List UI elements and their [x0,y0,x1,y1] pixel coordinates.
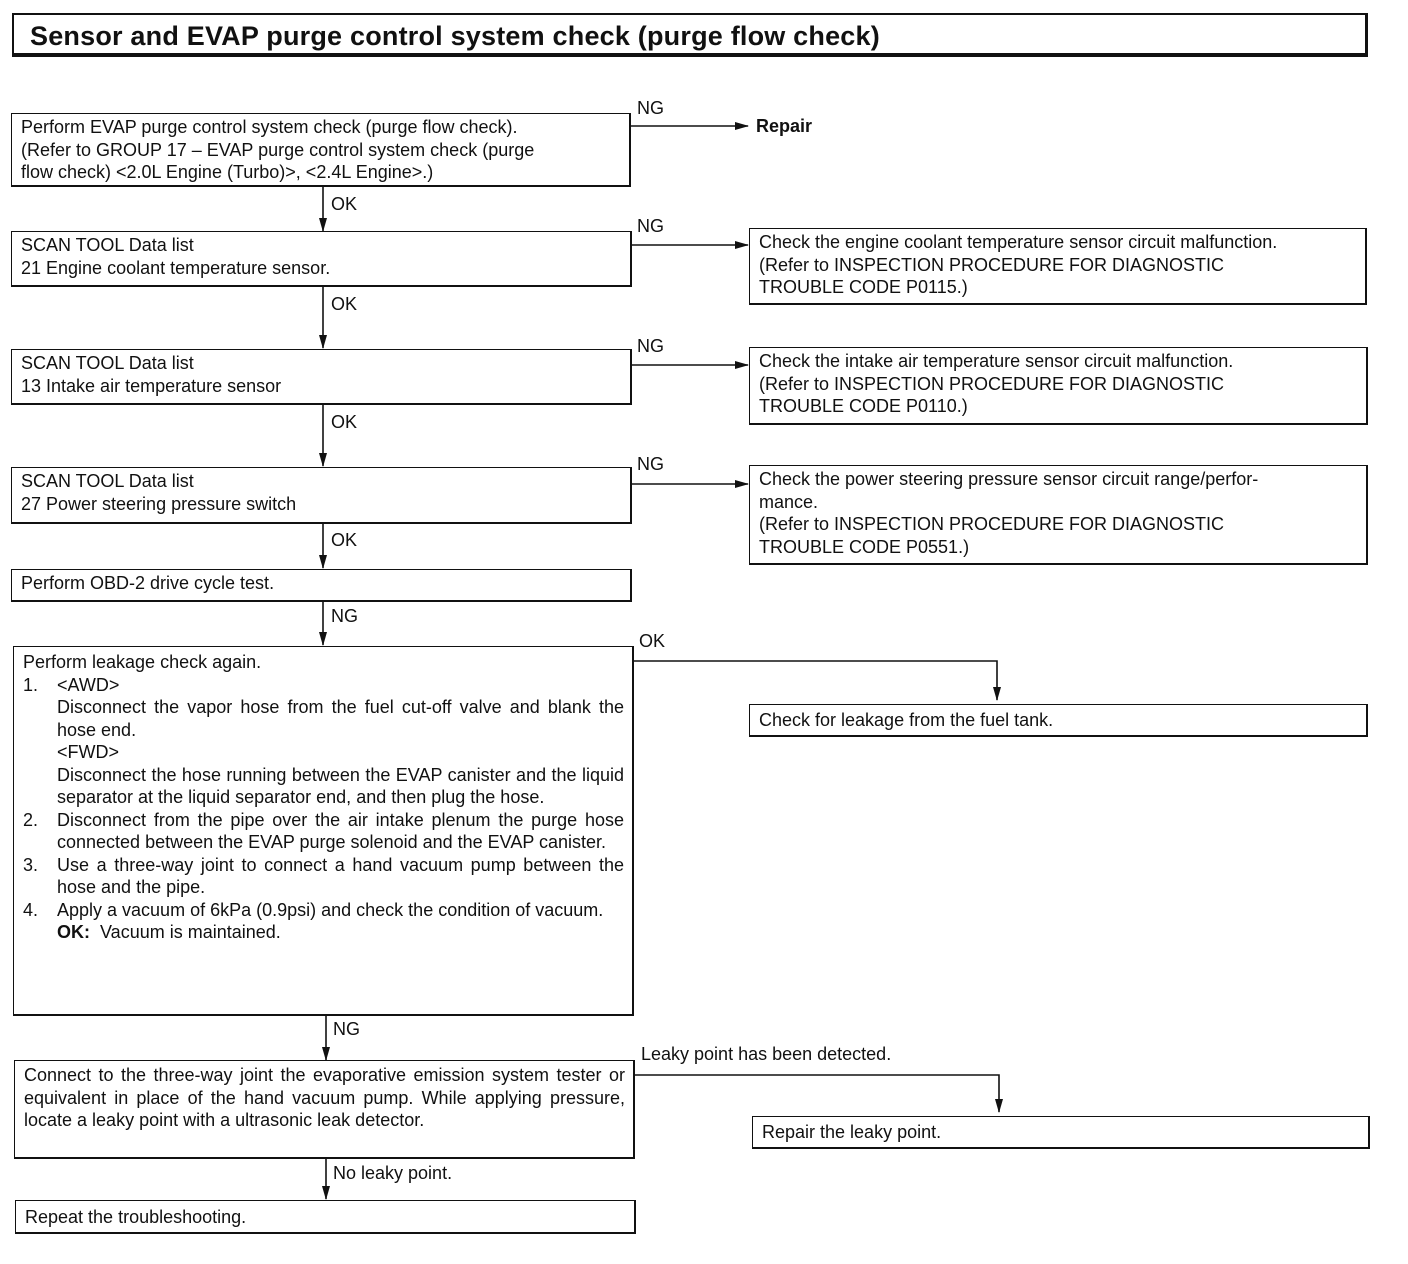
step-number: 2. [23,809,39,830]
step-text-line: 13 Intake air temperature sensor [21,375,282,396]
step-instruction: Disconnect from the pipe over the air intake plenum the purge hose connected between the EVAP purge solenoid and the EVAP canister. [57,809,624,852]
leakage-step-1 [23,674,624,809]
result-text-line: TROUBLE CODE P0551.) [759,536,970,557]
ok-label: OK: [57,922,90,942]
label-ok-coolant: OK [331,294,358,314]
awd-label: <AWD> [57,674,120,695]
label-ok-leakage: OK [639,631,666,651]
result-repair-leak [752,1116,1370,1149]
label-ng-obd: NG [331,606,358,626]
ok-text: Vacuum is maintained. [100,922,281,942]
label-ok-steering: OK [331,530,358,550]
leakage-step-list [23,674,624,944]
result-text-line: Check the intake air temperature sensor circuit malfunction. [759,351,1234,371]
result-text-line: (Refer to INSPECTION PROCEDURE FOR DIAGNOSTIC [759,514,1225,534]
label-ok-purge: OK [331,194,358,214]
arrow-tester-to-repair-leak [635,1075,999,1112]
fwd-instruction: Disconnect the hose running between the EVAP canister and the liquid separator at the liquid separator end, and then plug the hose. [57,764,624,807]
result-text-line: Check the power steering pressure sensor circuit range/perfor- [759,469,1259,489]
step-text-line: SCAN TOOL Data list [21,353,194,373]
result-text-line: TROUBLE CODE P0110.) [759,396,968,416]
step-number: 4. [23,899,39,920]
label-ng-purge: NG [637,98,664,118]
step-instruction: Use a three-way joint to connect a hand vacuum pump between the hose and the pipe. [57,854,624,897]
step-number: 3. [23,854,39,875]
result-text-line: (Refer to INSPECTION PROCEDURE FOR DIAGNOSTIC [759,373,1225,394]
leakage-step-4 [23,899,624,944]
result-coolant-fault [749,228,1367,305]
label-ng-leakage: NG [333,1019,360,1039]
result-text-line: TROUBLE CODE P0115.) [759,277,968,297]
step-coolant-sensor [11,231,632,287]
step-repeat [15,1200,636,1234]
label-leak-detected: Leaky point has been detected. [641,1044,892,1064]
arrow-leakage-to-fuel-tank [634,661,997,700]
label-ng-steering: NG [637,454,664,474]
step-obd-drive-cycle [11,569,632,602]
result-fuel-tank [749,704,1368,737]
label-ng-intake: NG [637,336,664,356]
step-text-line: Perform OBD-2 drive cycle test. [21,573,275,593]
result-text-line: Check the engine coolant temperature sensor circuit malfunction. [759,232,1278,252]
step-text-line: SCAN TOOL Data list [21,471,194,491]
leakage-step-2 [23,809,624,854]
step-intake-air-sensor [11,349,632,405]
step-text-line: Repeat the troubleshooting. [25,1207,247,1227]
step-text-line: Perform EVAP purge control system check (purge flow check). [21,117,518,137]
ok-criterion [57,921,624,944]
step-leakage-check [13,646,634,1016]
step-text-line: 21 Engine coolant temperature sensor. [21,257,331,278]
step-text-line: (Refer to GROUP 17 – EVAP purge control system check (purge [21,139,535,160]
step-text-line: SCAN TOOL Data list [21,235,194,255]
result-text-line: mance. [759,491,819,512]
result-intake-fault [749,347,1368,425]
label-no-leak: No leaky point. [333,1163,453,1183]
label-ng-coolant: NG [637,216,664,236]
step-text-line: flow check) <2.0L Engine (Turbo)>, <2.4L Engine>.) [21,162,434,182]
result-text-line: (Refer to INSPECTION PROCEDURE FOR DIAGNOSTIC [759,254,1225,275]
step-purge-flow-check [11,113,631,187]
label-ok-intake: OK [331,412,358,432]
awd-instruction: Disconnect the vapor hose from the fuel cut-off valve and blank the hose end. [57,697,624,740]
result-text-line: Check for leakage from the fuel tank. [759,710,1054,730]
result-repair: Repair [756,116,813,136]
step-power-steering-switch [11,467,632,524]
step-number: 1. [23,674,39,695]
fwd-label: <FWD> [57,742,120,762]
leakage-heading: Perform leakage check again. [23,652,262,672]
step-emission-tester [14,1060,635,1159]
step-text-line: 27 Power steering pressure switch [21,493,297,514]
step-instruction: Connect to the three-way joint the evaporative emission system tester or equivalent in place of the hand vacuum pump. While applying pressure, locate a leaky point with a ultrasonic leak detector. [24,1065,625,1130]
diagram-title: Sensor and EVAP purge control system check (purge flow check) [30,21,880,51]
result-text-line: Repair the leaky point. [762,1122,942,1142]
result-steering-fault [749,465,1368,565]
step-instruction: Apply a vacuum of 6kPa (0.9psi) and check the condition of vacuum. [57,899,604,920]
leakage-step-3 [23,854,624,899]
